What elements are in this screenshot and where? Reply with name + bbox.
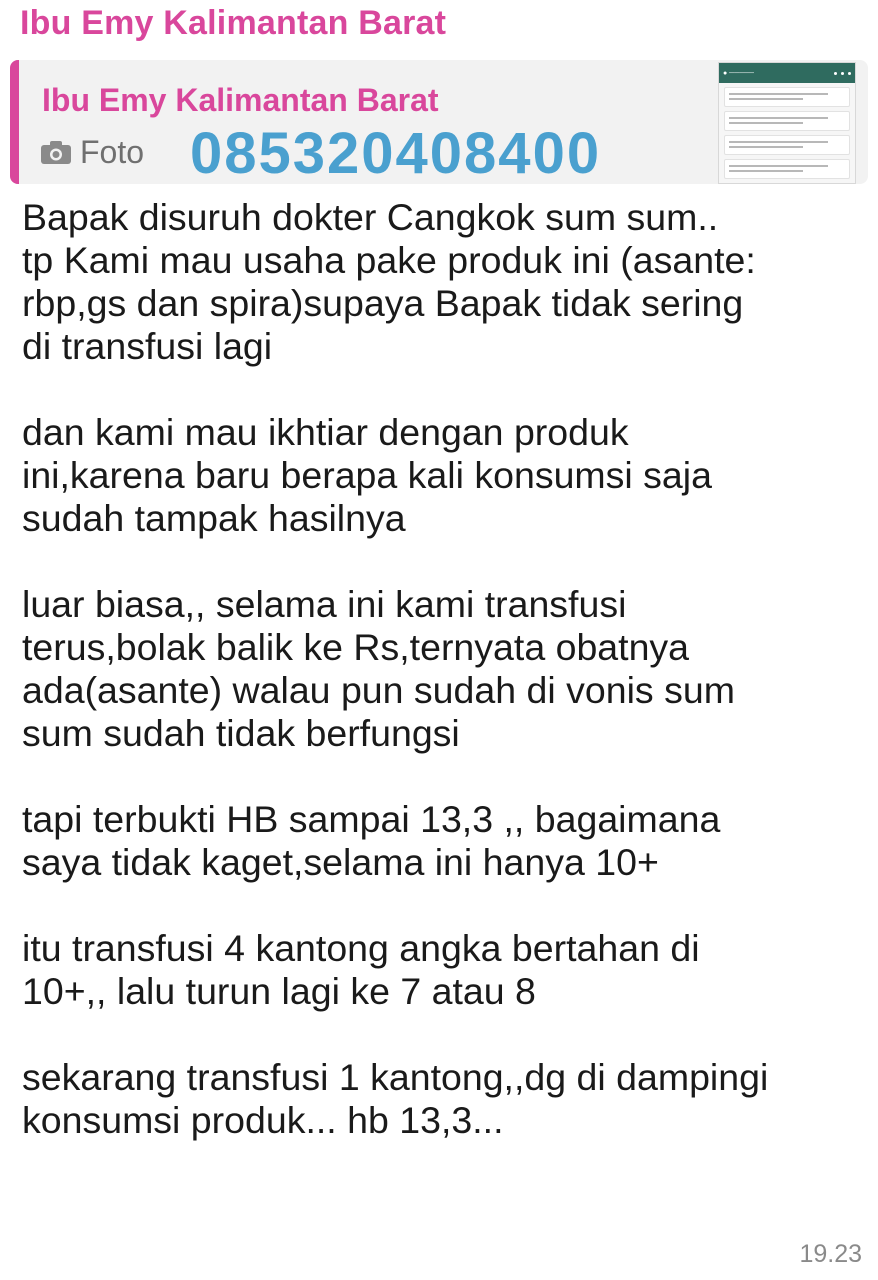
quote-accent-bar xyxy=(10,60,19,184)
message-paragraph: tapi terbukti HB sampai 13,3 ,, bagaimana saya tidak kaget,selama ini hanya 10+ xyxy=(22,798,721,883)
thumbnail-bubble xyxy=(724,159,850,179)
quoted-message[interactable] xyxy=(10,60,868,184)
thumbnail-header-text: ● ───── xyxy=(723,69,754,77)
message-paragraph: sekarang transfusi 1 kantong,,dg di dampingi konsumsi produk... hb 13,3... xyxy=(22,1056,769,1141)
phone-number-overlay: 085320408400 xyxy=(190,121,602,184)
thumbnail-bubble xyxy=(724,87,850,107)
message-paragraph: luar biasa,, selama ini kami transfusi terus,bolak balik ke Rs,ternyata obatnya ada(asante) walau pun sudah di vonis sum sum sudah tidak berfungsi xyxy=(22,583,735,754)
thumbnail-bubble xyxy=(724,135,850,155)
message-paragraph: dan kami mau ikhtiar dengan produk ini,karena baru berapa kali konsumsi saja sudah tampak hasilnya xyxy=(22,411,712,539)
quoted-sender-name: Ibu Emy Kalimantan Barat xyxy=(42,82,439,118)
message-paragraph: itu transfusi 4 kantong angka bertahan di 10+,, lalu turun lagi ke 7 atau 8 xyxy=(22,927,700,1012)
message-timestamp: 19.23 xyxy=(799,1240,862,1268)
quoted-media-type xyxy=(40,130,144,174)
quoted-photo-thumbnail[interactable] xyxy=(718,62,856,184)
media-type-label: Foto xyxy=(80,133,145,170)
thumbnail-bubble xyxy=(724,111,850,131)
thumbnail-header xyxy=(719,63,855,83)
message-paragraph: Bapak disuruh dokter Cangkok sum sum.. tp Kami mau usaha pake produk ini (asante: rbp,gs dan spira)supaya Bapak tidak sering di transfusi lagi xyxy=(22,196,756,367)
sender-name[interactable]: Ibu Emy Kalimantan Barat xyxy=(20,4,447,42)
thumbnail-menu-icon xyxy=(834,72,851,75)
message-body[interactable] xyxy=(22,196,862,1142)
camera-icon xyxy=(40,139,72,165)
